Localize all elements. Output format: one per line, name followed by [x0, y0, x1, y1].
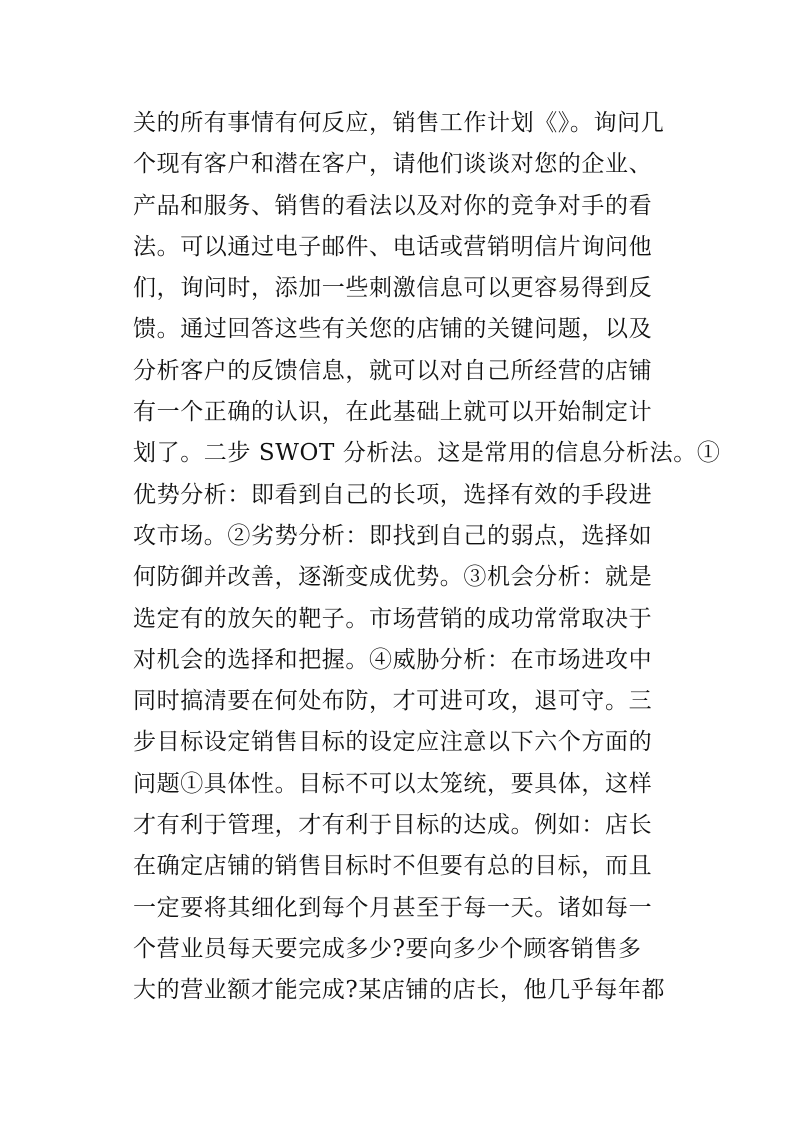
text-line: 优势分析：即看到自己的长项，选择有效的手段进 [133, 481, 653, 508]
text-line: 关的所有事情有何反应，销售工作计划《》。询问几 [133, 110, 665, 136]
text-line: 攻市场。②劣势分析：即找到自己的弱点，选择如 [133, 522, 653, 549]
text-line: 对机会的选择和把握。④威胁分析：在市场进攻中 [133, 646, 653, 673]
text-line: 何防御并改善，逐渐变成优势。③机会分析：就是 [133, 564, 653, 591]
text-line: 个营业员每天要完成多少?要向多少个顾客销售多 [133, 935, 642, 962]
text-line: 一定要将其细化到每个月甚至于每一天。诸如每一 [133, 894, 653, 921]
text-line: 法。可以通过电子邮件、电话或营销明信片询问他 [133, 233, 653, 260]
text-line: 大的营业额才能完成?某店铺的店长，他几乎每年都 [133, 977, 666, 1004]
text-line: 同时搞清要在何处布防，才可进可攻，退可守。三 [133, 688, 653, 715]
body-text [133, 103, 721, 1012]
text-line: 选定有的放矢的靶子。市场营销的成功常常取决于 [133, 605, 653, 632]
text-line: 才有利于管理，才有利于目标的达成。例如：店长 [133, 812, 653, 839]
text-line: 们，询问时，添加一些刺激信息可以更容易得到反 [133, 275, 653, 302]
text-line: 步目标设定销售目标的设定应注意以下六个方面的 [133, 729, 653, 756]
text-line: 有一个正确的认识，在此基础上就可以开始制定计 [133, 399, 653, 426]
text-line: 划了。二步 SWOT 分析法。这是常用的信息分析法。① [133, 440, 721, 467]
text-line: 馈。通过回答这些有关您的店铺的关键问题，以及 [133, 316, 653, 343]
text-line: 在确定店铺的销售目标时不但要有总的目标，而且 [133, 853, 653, 880]
text-line: 问题①具体性。目标不可以太笼统，要具体，这样 [133, 770, 653, 797]
text-line: 产品和服务、销售的看法以及对你的竞争对手的看 [133, 192, 653, 219]
text-line: 分析客户的反馈信息，就可以对自己所经营的店铺 [133, 357, 653, 384]
text-line: 个现有客户和潜在客户，请他们谈谈对您的企业、 [133, 151, 653, 178]
